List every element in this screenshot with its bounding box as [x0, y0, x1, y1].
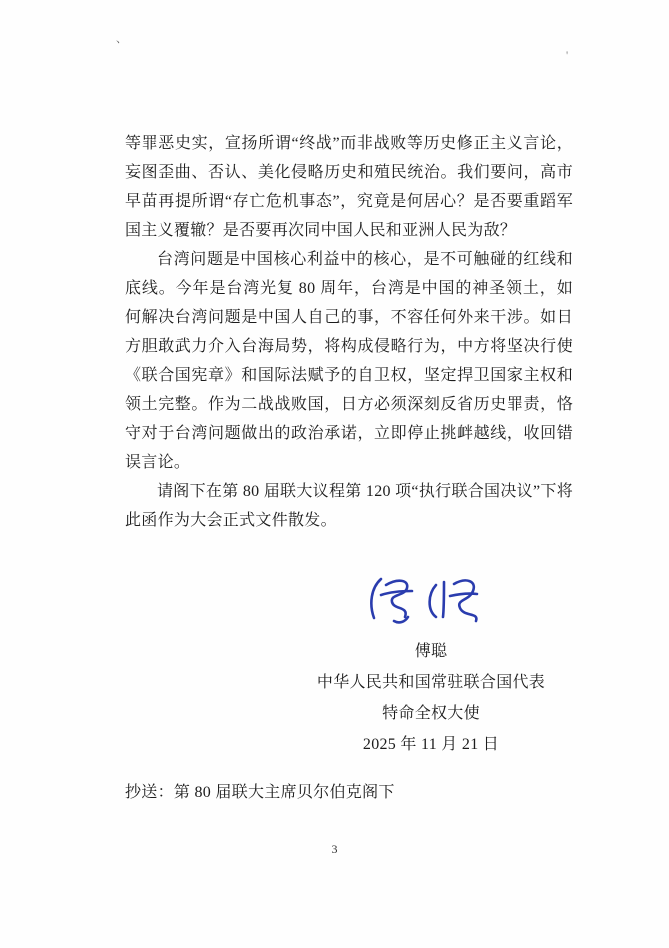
signature-block [266, 572, 596, 760]
cc-line: 抄送：第 80 届联大主席贝尔伯克阁下 [125, 784, 395, 801]
scan-artifact-top-left: 、 [116, 33, 127, 45]
scan-artifact-top-right: ' [566, 48, 569, 62]
handwritten-signature [266, 572, 596, 634]
body-paragraph-1: 等罪恶史实，宣扬所谓“终战”而非战败等历史修正主义言论，妄图歪曲、否认、美化侵略历史和殖民统治。我们要问，高市早苗再提所谓“存亡危机事态”，究竟是何居心？是否要重蹈军国主义覆辙？是否要再次同中国人民和亚洲人民为敌？ [125, 135, 573, 239]
letter-body [125, 129, 573, 535]
page-number: 3 [331, 842, 338, 856]
body-paragraph-3: 请阁下在第 80 届联大议程第 120 项“执行联合国决议”下将此函作为大会正式文件散发。 [125, 483, 573, 529]
signatory-rank: 特命全权大使 [382, 705, 480, 722]
signatory-name: 傅聪 [414, 643, 448, 660]
signature-date: 2025 年 11 月 21 日 [362, 736, 500, 753]
signature-ink-icon [356, 572, 506, 630]
signatory-title: 中华人民共和国常驻联合国代表 [316, 674, 546, 691]
body-paragraph-2: 台湾问题是中国核心利益中的核心，是不可触碰的红线和底线。今年是台湾光复 80 周年，台湾是中国的神圣领土，如何解决台湾问题是中国人自己的事，不容任何外来干涉。如日方胆敢武力介入台海局势，将构成侵略行为，中方将坚决行使《联合国宪章》和国际法赋予的自卫权，坚定捍卫国家主权和领土完整。作为二战战败国，日方必须深刻反省历史罪责，恪守对于台湾问题做出的政治承诺，立即停止挑衅越线，收回错误言论。 [125, 251, 573, 471]
